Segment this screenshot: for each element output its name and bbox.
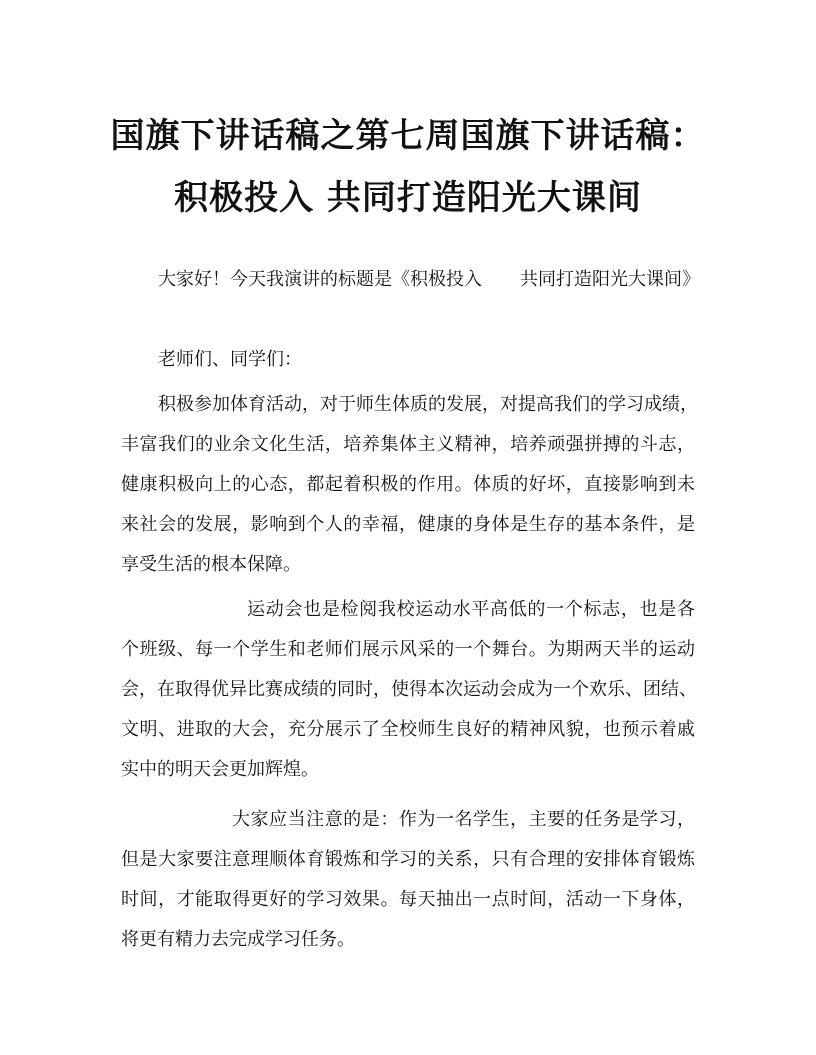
paragraph1-line-2: 丰富我们的业余文化生活，培养集体主义精神，培养顽强拼搏的斗志，	[121, 434, 695, 455]
salutation: 老师们、同学们：	[158, 349, 302, 370]
paragraph2-line-4: 文明、进取的大会，充分展示了全校师生良好的精神风貌，也预示着戚	[121, 719, 695, 740]
paragraph2-line-5: 实中的明天会更加辉煌。	[121, 759, 319, 780]
intro-line	[158, 268, 700, 292]
intro-part-2: 共同打造阳光大课间》	[520, 269, 700, 290]
paragraph2-line-1: 运动会也是检阅我校运动水平高低的一个标志，也是各	[247, 599, 695, 620]
title-line-2: 积极投入 共同打造阳光大课间	[174, 178, 642, 218]
paragraph3-line-3: 时间，才能取得更好的学习效果。每天抽出一点时间，活动一下身体，	[121, 889, 695, 910]
paragraph2-line-3: 会，在取得优异比赛成绩的同时，使得本次运动会成为一个欢乐、团结、	[121, 679, 697, 700]
paragraph3-line-4: 将更有精力去完成学习任务。	[121, 929, 355, 950]
paragraph1-line-4: 来社会的发展，影响到个人的幸福，健康的身体是生存的基本条件，是	[121, 514, 695, 535]
paragraph1-line-5: 享受生活的根本保障。	[121, 554, 301, 575]
title-line-1: 国旗下讲话稿之第七周国旗下讲话稿：	[110, 116, 706, 156]
paragraph3-line-2: 但是大家要注意理顺体育锻炼和学习的关系，只有合理的安排体育锻炼	[121, 849, 695, 870]
paragraph1-line-3: 健康积极向上的心态，都起着积极的作用。体质的好坏，直接影响到未	[121, 474, 695, 495]
intro-part-1: 大家好！今天我演讲的标题是《积极投入	[158, 269, 482, 290]
paragraph2-line-2: 个班级、每一个学生和老师们展示风采的一个舞台。为期两天半的运动	[121, 639, 695, 660]
paragraph1-line-1: 积极参加体育活动，对于师生体质的发展，对提高我们的学习成绩，	[158, 394, 698, 415]
paragraph3-line-1: 大家应当注意的是：作为一名学生，主要的任务是学习，	[232, 809, 695, 830]
